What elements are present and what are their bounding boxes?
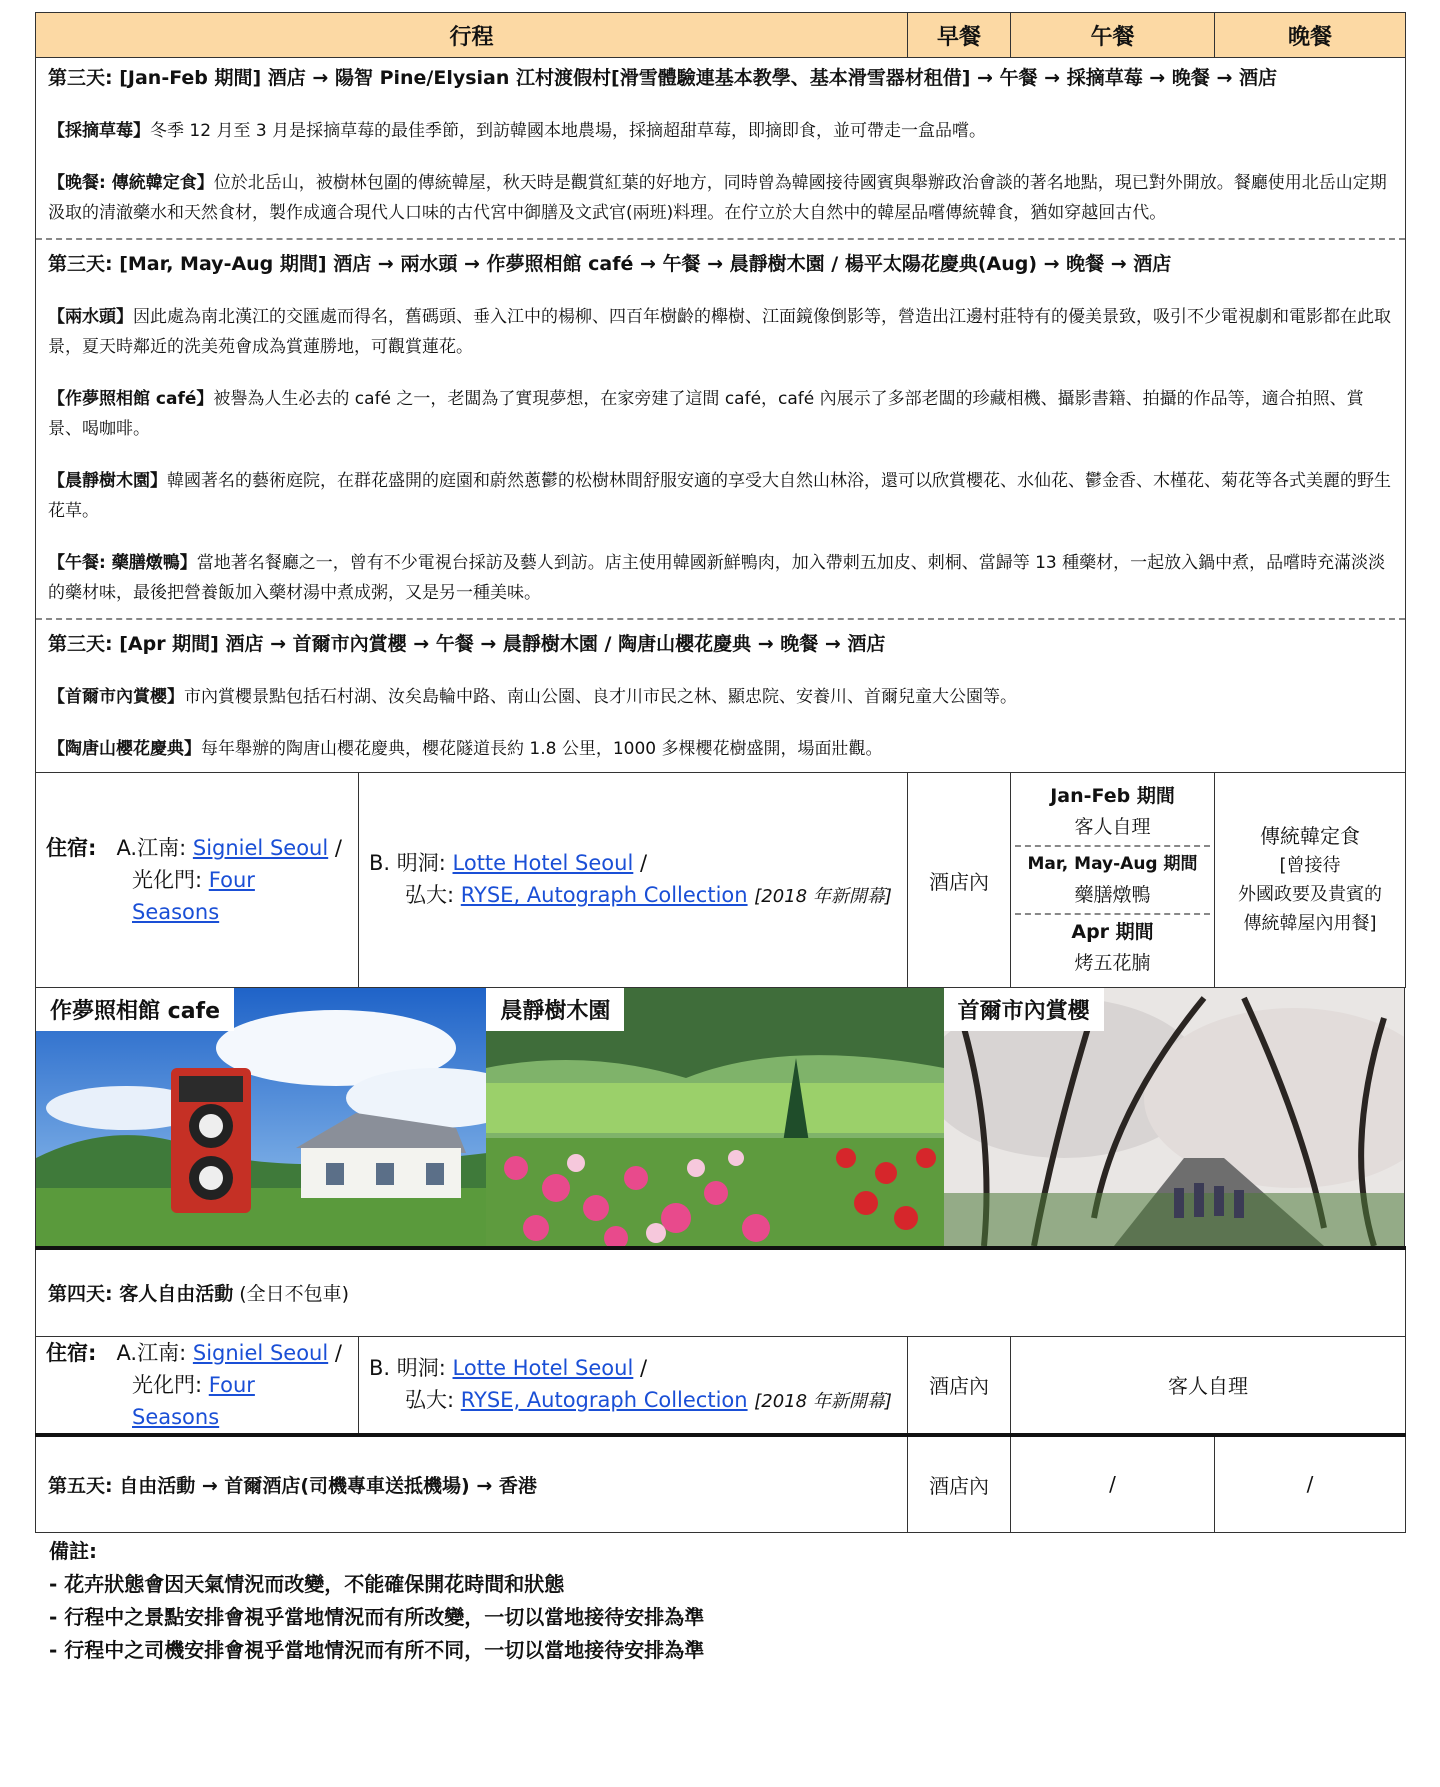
hotel-link-four-seasons[interactable]: Four Seasons (132, 868, 255, 924)
hotel-link-lotte[interactable]: Lotte Hotel Seoul (452, 851, 634, 875)
stay-option-b (359, 1336, 908, 1435)
day4-lunch-dinner: 客人自理 (1011, 1336, 1406, 1435)
stay-area: B. 明洞: (369, 1355, 453, 1380)
lunch-value: 藥膳燉鴨 (1074, 884, 1151, 906)
para-heading: 【午餐: 藥膳燉鴨】 (48, 553, 197, 573)
day4-breakfast: 酒店內 (908, 1336, 1011, 1435)
para-heading: 【作夢照相館 café】 (48, 389, 214, 409)
dinner-line: [曾接待 (1279, 855, 1341, 876)
stay-option-b (359, 773, 908, 988)
hotel-link-signiel[interactable]: Signiel Seoul (192, 1340, 329, 1365)
day3a-strawberry (48, 116, 1393, 146)
para-text: 因此處為南北漢江的交匯處而得名，舊碼頭、垂入江中的楊柳、四百年樹齡的櫸樹、江面鏡像倒影等，營造出江邊村莊特有的優美景致，吸引不少電視劇和電影都在此取景，夏天時鄰近的洗美苑會成為賞蓮勝地，可觀賞蓮花。 (48, 307, 1391, 357)
notes-section (35, 1533, 1405, 1669)
header-itinerary: 行程 (36, 13, 908, 58)
day3b-title: 第三天: [Mar, May-Aug 期間] 酒店 → 兩水頭 → 作夢照相館 café → 午餐 → 晨靜樹木園 / 楊平太陽花慶典(Aug) → 晚餐 → 酒店 (48, 253, 1172, 275)
slash: / (328, 836, 342, 860)
stay-area: B. 明洞: (369, 851, 453, 875)
day3-description (36, 58, 1406, 773)
day4-note: (全日不包車) (233, 1283, 350, 1306)
divider (1015, 913, 1210, 915)
para-text: 位於北岳山，被樹林包圍的傳統韓屋，秋天時是觀賞紅葉的好地方，同時曾為韓國接待國賓與舉辦政治會談的著名地點，現已對外開放。餐廳使用北岳山定期汲取的清澈藥水和天然食材，製作成適合現代人口味的古代宮中御膳及文武官(兩班)料理。在佇立於大自然中的韓屋品嚐傳統韓食，猶如穿越回古代。 (48, 173, 1387, 223)
notes-title: 備註: (49, 1539, 97, 1563)
stay-area: A.江南: (116, 836, 193, 860)
hotel-link-four-seasons[interactable]: Four Seasons (132, 1372, 255, 1429)
stay-label: 住宿: (46, 1340, 97, 1365)
new-opening-note: [2018 年新開幕] (754, 1390, 892, 1412)
stay-option-a (36, 1336, 359, 1435)
para-heading: 【晨靜樹木園】 (48, 471, 167, 491)
day3b-lunch (48, 548, 1393, 608)
slash: / (328, 1340, 342, 1365)
photo-strip (35, 988, 1405, 1246)
lunch-period: Apr 期間 (1071, 921, 1154, 943)
header-lunch: 午餐 (1011, 13, 1215, 58)
day3c-title: 第三天: [Apr 期間] 酒店 → 首爾市內賞櫻 → 午餐 → 晨靜樹木園 / 陶唐山櫻花慶典 → 晚餐 → 酒店 (48, 633, 886, 655)
day3-meals-row (36, 773, 1406, 988)
hotel-link-signiel[interactable]: Signiel Seoul (192, 836, 329, 860)
table-header (36, 13, 1406, 58)
day3-dinner (1215, 773, 1406, 988)
photo-caption: 作夢照相館 cafe (36, 988, 234, 1031)
day5-itinerary (36, 1435, 908, 1533)
photo-seoul-cherry (944, 988, 1404, 1246)
lunch-period: Jan-Feb 期間 (1050, 785, 1175, 807)
para-text: 當地著名餐廳之一，曾有不少電視台採訪及藝人到訪。店主使用韓國新鮮鴨肉，加入帶刺五加皮、刺桐、當歸等 13 種藥材，一起放入鍋中煮，品嚐時充滿淡淡的藥材味，最後把營養飯加入藥材湯中煮成粥，又是另一種美味。 (48, 553, 1386, 603)
divider (1015, 845, 1210, 847)
day3a-dinner (48, 168, 1393, 228)
lunch-period: Mar, May-Aug 期間 (1027, 854, 1198, 874)
para-heading: 【採摘草莓】 (48, 121, 150, 141)
dinner-line: 傳統韓屋內用餐] (1243, 913, 1377, 934)
lunch-value: 客人自理 (1074, 816, 1151, 838)
photo-caption: 晨靜樹木園 (486, 988, 624, 1031)
day5-breakfast: 酒店內 (908, 1435, 1011, 1533)
stay-area: 弘大: (405, 883, 461, 907)
day4-meals-row (36, 1336, 1406, 1435)
stay-area: 光化門: (132, 868, 209, 892)
photo-garden (486, 988, 943, 1246)
header-dinner: 晚餐 (1215, 13, 1406, 58)
para-text: 被譽為人生必去的 café 之一，老闆為了實現夢想，在家旁建了這間 café，café 內展示了多部老闆的珍藏相機、攝影書籍、拍攝的作品等，適合拍照、賞景、喝咖啡。 (48, 389, 1364, 439)
stay-option-a (36, 773, 359, 988)
day3c-seoul-cherry (48, 682, 1393, 712)
lunch-value: 烤五花腩 (1074, 952, 1151, 974)
day4-row (36, 1248, 1406, 1336)
day3-lunch (1011, 773, 1215, 988)
stay-area: 光化門: (132, 1372, 209, 1397)
hotel-link-ryse[interactable]: RYSE, Autograph Collection (460, 883, 748, 907)
day5-title: 第五天: 自由活動 → 首爾酒店(司機專車送抵機場) → 香港 (48, 1474, 537, 1497)
photo-dream-cafe (36, 988, 486, 1246)
new-opening-note: [2018 年新開幕] (754, 886, 892, 907)
para-heading: 【兩水頭】 (48, 307, 133, 327)
day3b-garden (48, 466, 1393, 526)
day5-lunch: / (1011, 1435, 1215, 1533)
itinerary-table (35, 12, 1406, 988)
hotel-link-ryse[interactable]: RYSE, Autograph Collection (460, 1387, 748, 1412)
divider (36, 230, 1405, 240)
stay-area: 弘大: (405, 1387, 461, 1412)
header-breakfast: 早餐 (908, 13, 1011, 58)
para-heading: 【首爾市內賞櫻】 (48, 687, 184, 707)
para-text: 韓國著名的藝術庭院，在群花盛開的庭園和蔚然蔥鬱的松樹林間舒服安適的享受大自然山林浴，還可以欣賞櫻花、水仙花、鬱金香、木槿花、菊花等各式美麗的野生花草。 (48, 471, 1391, 521)
note-item: - 行程中之景點安排會視乎當地情況而有所改變，一切以當地接待安排為準 (49, 1605, 705, 1629)
stay-area: A.江南: (116, 1340, 193, 1365)
stay-label: 住宿: (46, 836, 97, 860)
day3b-cafe (48, 384, 1393, 444)
divider (36, 610, 1405, 620)
itinerary-table-continued (35, 1246, 1406, 1533)
day5-row (36, 1435, 1406, 1533)
dinner-line: 外國政要及貴賓的 (1238, 884, 1383, 905)
dinner-line: 傳統韓定食 (1260, 824, 1361, 848)
hotel-link-lotte[interactable]: Lotte Hotel Seoul (452, 1355, 634, 1380)
day4-title: 第四天: 客人自由活動 (48, 1283, 234, 1306)
para-heading: 【晚餐: 傳統韓定食】 (48, 173, 214, 193)
itinerary-page (35, 12, 1405, 1669)
para-text: 每年舉辦的陶唐山櫻花慶典，櫻花隧道長約 1.8 公里，1000 多棵櫻花樹盛開，場面壯觀。 (201, 739, 883, 759)
slash: / (633, 1355, 648, 1380)
photo-caption: 首爾市內賞櫻 (944, 988, 1104, 1031)
para-text: 冬季 12 月至 3 月是採摘草莓的最佳季節，到訪韓國本地農場，採摘超甜草莓，即摘即食，並可帶走一盒品嚐。 (150, 121, 987, 141)
slash: / (633, 851, 648, 875)
note-item: - 行程中之司機安排會視乎當地情況而有所不同，一切以當地接待安排為準 (49, 1638, 705, 1662)
note-item: - 花卉狀態會因天氣情況而改變，不能確保開花時間和狀態 (49, 1572, 565, 1596)
para-text: 市內賞櫻景點包括石村湖、汝矣島輪中路、南山公園、良才川市民之林、顯忠院、安養川、首爾兒童大公園等。 (184, 687, 1017, 707)
para-heading: 【陶唐山櫻花慶典】 (48, 739, 201, 759)
day5-dinner: / (1215, 1435, 1406, 1533)
day3a-title: 第三天: [Jan-Feb 期間] 酒店 → 陽智 Pine/Elysian 江村渡假村[滑雪體驗連基本教學、基本滑雪器材租借] → 午餐 → 採摘草莓 → 晚餐 → 酒店 (48, 67, 1277, 89)
day3-breakfast: 酒店內 (908, 773, 1011, 988)
day3b-yangsuri (48, 302, 1393, 362)
day3c-festival (48, 734, 1393, 764)
